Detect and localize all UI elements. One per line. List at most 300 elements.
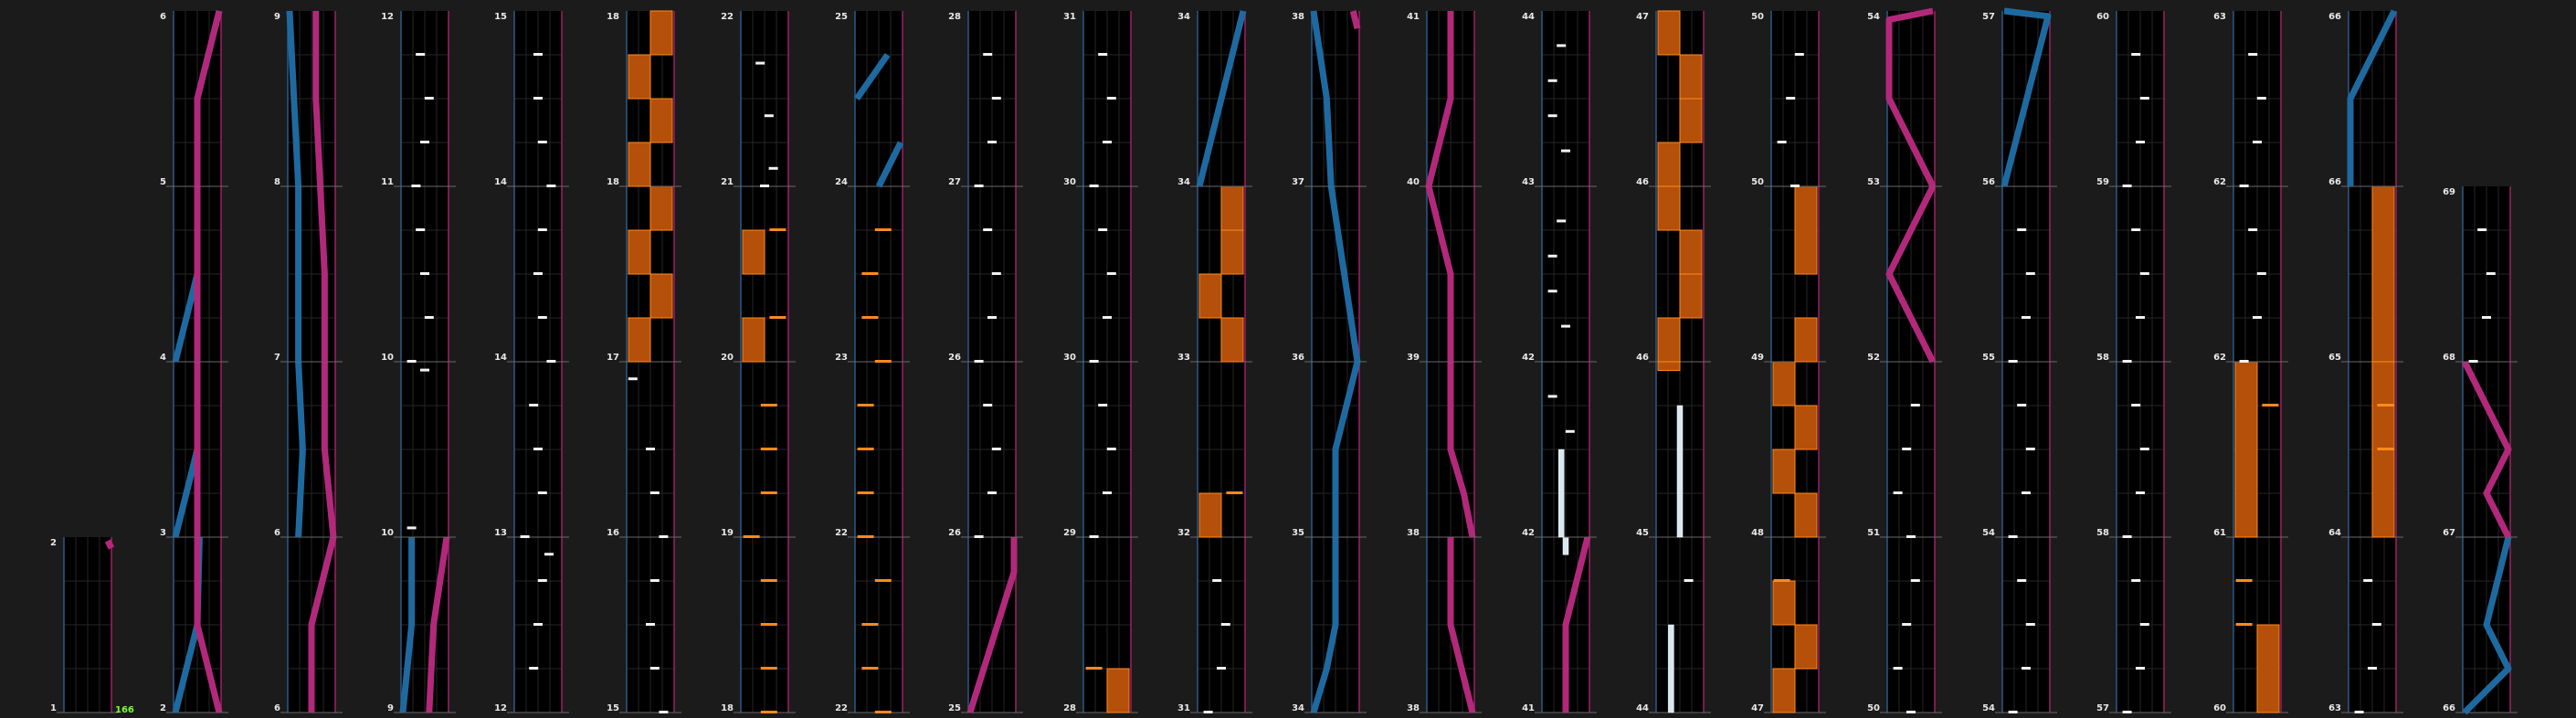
fx-chip [2262,404,2278,407]
measure-number: 34 [1177,12,1190,22]
measure-number: 50 [1867,703,1880,713]
bt-note [1204,711,1213,713]
bt-note [1786,97,1795,100]
bt-note [2248,53,2257,56]
measure-number: 8 [274,177,280,187]
bt-note [2136,667,2145,670]
fx-hold [1795,625,1817,669]
bt-note [1217,667,1226,670]
bt-note [533,53,543,56]
measure-number: 64 [2328,528,2341,538]
measure-number: 25 [948,703,961,713]
measure-number: 2 [50,538,57,548]
bt-note [650,491,660,494]
fx-hold [650,274,672,318]
fx-chip [858,448,874,450]
bt-note [769,167,778,170]
bt-note [533,97,543,100]
measure-number: 35 [1292,528,1304,538]
fx-chip [744,535,760,538]
bt-note [2009,711,2018,713]
bt-note [2355,711,2364,713]
bt-note [544,553,554,555]
fx-chip [761,404,777,407]
bt-note [521,535,530,538]
bt-note [546,185,555,187]
bt-note [987,141,997,143]
measure-number: 5 [160,177,166,187]
fx-chip [858,404,874,407]
bt-note [1103,316,1112,319]
measure-number: 51 [1867,528,1880,538]
measure-number: 57 [2096,703,2109,713]
bt-note [420,369,429,372]
measure-number: 18 [607,12,619,22]
measure-number: 19 [721,528,734,538]
fx-chip [761,667,777,670]
bt-note [2123,360,2132,363]
bt-note [2136,491,2145,494]
fx-hold [1658,11,1680,55]
bt-note [2009,360,2018,363]
measure-number: 9 [274,12,280,22]
measure-number: 62 [2213,177,2226,187]
bt-note [755,62,765,65]
measure-number: 29 [1063,528,1076,538]
measure-number: 22 [721,12,734,22]
bt-hold [1558,449,1564,537]
bt-note [659,535,668,538]
bt-note [2469,360,2478,363]
fx-chip [858,491,874,494]
bt-note [1561,150,1570,153]
measure-number: 42 [1522,353,1535,363]
measure-number: 15 [494,12,507,22]
measure-number: 18 [721,703,734,713]
bt-note [533,272,543,275]
bt-note [1107,272,1116,275]
fx-hold [1658,186,1680,230]
measure-number: 32 [1177,528,1190,538]
bt-note [1902,623,1911,626]
bt-note [659,711,668,713]
bt-note [1906,535,1916,538]
bt-note [2368,667,2377,670]
measure-number: 16 [607,528,619,538]
measure-number: 33 [1177,353,1190,363]
bt-note [425,97,434,100]
fx-chip [861,272,878,275]
fx-chip [761,579,777,582]
bt-note [2363,579,2372,582]
fx-chip [875,579,892,582]
bt-note [407,526,417,529]
measure-number: 27 [948,177,961,187]
measure-number: 1 [50,703,57,713]
measure-number: 30 [1063,177,1076,187]
bt-note [416,228,425,231]
fx-hold [2257,625,2279,713]
fx-chip [769,228,786,231]
measure-number: 65 [2328,353,2341,363]
fx-hold [1680,99,1702,143]
fx-chip [2377,404,2393,407]
bt-note [1090,535,1099,538]
bt-note [987,491,997,494]
measure-number: 48 [1751,528,1764,538]
bt-note [1221,623,1230,626]
bt-note [1911,404,1920,407]
bt-hold [1668,625,1673,713]
measure-number: 54 [1867,12,1880,22]
measure-number: 28 [948,12,961,22]
measure-number: 26 [948,528,961,538]
bt-note [2022,491,2031,494]
measure-number: 38 [1407,528,1420,538]
bt-note [538,316,547,319]
measure-number: 9 [387,703,394,713]
bt-note [1911,579,1920,582]
bt-note [2136,141,2145,143]
measure-number: 31 [1063,12,1076,22]
fx-chip [875,360,892,363]
bt-note [2017,228,2026,231]
bt-note [2257,272,2266,275]
bt-note [2136,316,2145,319]
fx-chip [2377,448,2393,450]
bt-note [1684,579,1694,582]
bt-note [1212,579,1221,582]
measure-number: 62 [2213,353,2226,363]
fx-chip [861,316,878,319]
fx-chip [2236,579,2253,582]
bt-note [2372,623,2381,626]
fx-chip [875,228,892,231]
measure-number: 31 [1177,703,1190,713]
bt-note [646,623,655,626]
bt-note [1906,711,1916,713]
measure-number: 44 [1636,703,1649,713]
bt-note [1778,141,1787,143]
fx-hold [1680,274,1702,318]
fx-chip [861,667,878,670]
fx-chip [861,623,878,626]
bt-note [538,579,547,582]
bt-note [1795,53,1804,56]
measure-number: 67 [2443,528,2455,538]
bt-note [2140,623,2149,626]
bt-note [992,97,1001,100]
laser-right [108,541,111,548]
bt-note [1894,491,1903,494]
measure-number: 63 [2213,12,2226,22]
fx-hold [1199,274,1221,318]
measure-number: 60 [2213,703,2226,713]
bt-note [2240,185,2249,187]
bt-note [2140,272,2149,275]
fx-hold [628,230,650,274]
measure-number: 44 [1522,12,1535,22]
bt-note [529,667,538,670]
measure-number: 42 [1522,528,1535,538]
fx-hold [1221,186,1243,230]
bt-note [2131,404,2140,407]
measure-number: 2 [160,703,166,713]
bt-note [760,185,769,187]
measure-number: 34 [1292,703,1304,713]
fx-hold [1795,186,1817,274]
bt-note [1548,79,1557,82]
measure-number: 58 [2096,353,2109,363]
bt-note [420,272,429,275]
bt-note [2248,228,2257,231]
bt-note [983,228,992,231]
measure-number: 18 [607,177,619,187]
measure-number: 17 [607,353,619,363]
fx-hold [1680,230,1702,274]
fx-hold [650,99,672,143]
measure-number: 41 [1407,12,1420,22]
measure-number: 22 [835,528,848,538]
bt-note [2131,228,2140,231]
bt-note [975,185,984,187]
bt-note [1790,185,1800,187]
measure-number: 66 [2328,177,2341,187]
bt-note [983,53,992,56]
bt-note [533,448,543,450]
bt-note [411,185,420,187]
bt-note [529,404,538,407]
fx-chip [769,316,786,319]
fx-hold [1658,143,1680,186]
bt-note [2482,316,2491,319]
fx-hold [1773,581,1795,625]
measure-number: 28 [1063,703,1076,713]
bt-note [2253,316,2262,319]
bt-note [646,448,655,450]
measure-number: 4 [160,353,166,363]
measure-number: 34 [1177,177,1190,187]
measure-number: 40 [1407,177,1420,187]
bt-note [407,360,417,363]
measure-number: 39 [1407,353,1420,363]
fx-chip [1774,579,1790,582]
bt-note [1107,97,1116,100]
bt-note [2026,272,2035,275]
measure-number: 52 [1867,353,1880,363]
measure-number: 41 [1522,703,1535,713]
bt-note [2022,316,2031,319]
measure-number: 38 [1292,12,1304,22]
bt-note [975,360,984,363]
bt-note [2123,185,2132,187]
fx-chip [761,623,777,626]
fx-hold [1773,362,1795,406]
bt-note [533,623,543,626]
measure-number: 3 [160,528,166,538]
measure-number: 58 [2096,528,2109,538]
bt-note [2131,579,2140,582]
bt-note [992,272,1001,275]
measure-number: 30 [1063,353,1076,363]
bt-note [2026,448,2035,450]
fx-hold [628,318,650,362]
fx-hold [1795,318,1817,362]
bt-note [765,114,774,117]
bt-note [975,535,984,538]
measure-number: 46 [1636,177,1649,187]
bt-note [2257,97,2266,100]
bt-note [2022,667,2031,670]
measure-number: 12 [494,703,507,713]
bt-note [1548,255,1557,258]
bt-note [2017,579,2026,582]
bt-note [1566,430,1575,433]
bt-note [2253,141,2262,143]
bpm-label: 166 [115,705,134,715]
bt-note [1107,448,1116,450]
bt-hold [1563,537,1568,554]
fx-chip [875,711,892,713]
bt-note [538,491,547,494]
bt-note [2240,360,2249,363]
measure-number: 13 [494,528,507,538]
measure-number: 59 [2096,177,2109,187]
fx-hold [1795,493,1817,537]
bt-note [1090,360,1099,363]
fx-hold [650,186,672,230]
bt-note [416,53,425,56]
measure-number: 54 [1982,528,1995,538]
bt-note [2123,711,2132,713]
fx-chip [1086,667,1103,670]
bt-note [1098,53,1107,56]
fx-hold [1773,449,1795,493]
fx-hold [1658,362,1680,371]
bt-note [1098,404,1107,407]
measure-number: 12 [381,12,394,22]
bt-note [983,404,992,407]
fx-hold [628,143,650,186]
measure-number: 20 [721,353,734,363]
fx-hold [650,11,672,55]
measure-number: 10 [381,353,394,363]
fx-hold [1107,669,1129,713]
bt-note [425,316,434,319]
measure-number: 11 [381,177,394,187]
measure-number: 45 [1636,528,1649,538]
measure-number: 50 [1751,12,1764,22]
measure-number: 60 [2096,12,2109,22]
fx-hold [1199,493,1221,537]
bt-note [2123,535,2132,538]
bt-note [1103,141,1112,143]
bt-note [628,377,638,380]
bt-note [650,579,660,582]
measure-number: 21 [721,177,734,187]
fx-hold [628,55,650,99]
fx-hold [743,318,765,362]
measure-number: 56 [1982,177,1995,187]
fx-chip [761,491,777,494]
fx-chip [858,535,874,538]
bt-note [538,141,547,143]
bt-note [650,667,660,670]
bt-note [1894,667,1903,670]
measure-number: 47 [1751,703,1764,713]
bt-note [1090,185,1099,187]
fx-hold [2372,186,2394,362]
measure-number: 26 [948,353,961,363]
fx-hold [1221,230,1243,274]
bt-note [1103,491,1112,494]
bt-note [1098,228,1107,231]
bt-note [1548,395,1557,397]
fx-chip [761,448,777,450]
bt-note [1557,219,1566,222]
fx-chip [2236,623,2253,626]
bt-hold [1677,406,1683,537]
measure-number: 14 [494,353,507,363]
bt-note [2131,53,2140,56]
laser-right [1353,11,1357,28]
bt-note [2486,272,2496,275]
measure-number: 61 [2213,528,2226,538]
bt-note [2009,535,2018,538]
fx-hold [2235,362,2257,537]
bt-note [987,316,997,319]
measure-number: 50 [1751,177,1764,187]
fx-chip [761,711,777,713]
measure-number: 10 [381,528,394,538]
measure-number: 15 [607,703,619,713]
fx-hold [1680,55,1702,99]
measure-number: 53 [1867,177,1880,187]
measure-number: 6 [274,703,280,713]
measure-number: 7 [274,353,280,363]
bt-note [2026,623,2035,626]
measure-number: 55 [1982,353,1995,363]
measure-number: 54 [1982,703,1995,713]
measure-number: 66 [2328,12,2341,22]
measure-number: 6 [274,528,280,538]
bt-note [538,228,547,231]
bt-note [2140,97,2149,100]
fx-chip [1226,491,1242,494]
fx-hold [1773,669,1795,713]
bt-note [1902,448,1911,450]
measure-number: 63 [2328,703,2341,713]
bt-note [2477,228,2486,231]
measure-number: 69 [2443,187,2455,197]
measure-number: 66 [2443,703,2455,713]
measure-number: 14 [494,177,507,187]
fx-hold [743,230,765,274]
measure-number: 36 [1292,353,1304,363]
measure-number: 23 [835,353,848,363]
fx-hold [1221,318,1243,362]
measure-number: 68 [2443,353,2455,363]
bt-note [992,448,1001,450]
bt-note [2017,404,2026,407]
measure-number: 49 [1751,353,1764,363]
bt-note [1557,44,1566,47]
bt-note [2140,448,2149,450]
bt-note [546,360,555,363]
measure-number: 22 [835,703,848,713]
bt-note [420,141,429,143]
bt-note [1548,290,1557,292]
